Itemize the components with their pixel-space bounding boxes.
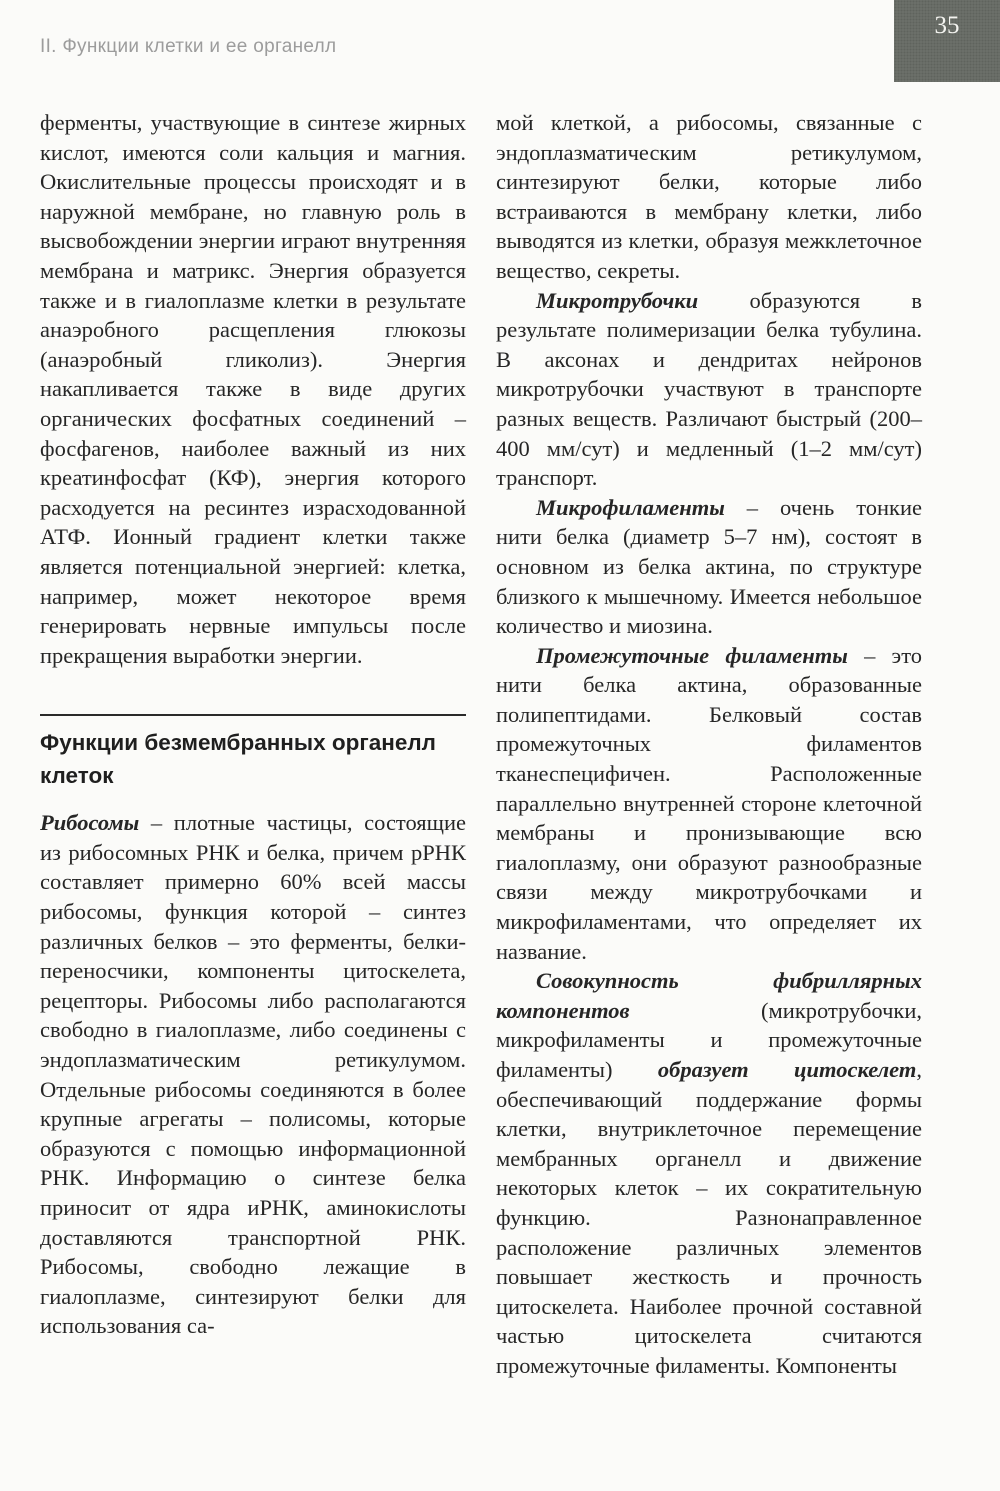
term-cytoskeleton: образует цитоскелет [657, 1057, 917, 1082]
paragraph-text: – это нити белка актина, образованные полипептидами. Белковый состав промежуточных филаментов тканеспецифичен. Расположенные параллельно внутренней стороне клеточной мембраны и пронизывающие всю гиалоплазму, они образуют разнообразные связи между микротрубочками и микрофиламентами, что определяет их название. [496, 642, 922, 964]
paragraph-intermediate-filaments [496, 641, 922, 967]
paragraph-text: , обеспечивающий поддержание формы клетки, внутриклеточное перемещение мембранных органелл и движение некоторых клеток – их сократительную функцию. Разнонаправленное расположение различных элементов повышает жесткость и прочность цитоскелета. Наиболее прочной составной частью цитоскелета считаются промежуточные филаменты. Компоненты [496, 1057, 922, 1378]
page-number: 35 [934, 12, 960, 39]
paragraph-cytoskeleton [496, 966, 922, 1380]
term-microfilaments: Микрофиламенты [536, 494, 725, 520]
section-heading: Функции безмембранных органелл клеток [40, 730, 436, 789]
right-column [496, 108, 922, 1381]
page-number-tab [894, 0, 1000, 82]
paragraph-microfilaments [496, 493, 922, 641]
paragraph-text: – плотные частицы, состоящие из рибосомных РНК и белка, причем рРНК составляет примерно 60% всей массы рибосомы, функция которой – синтез различных белков – это ферменты, белки-переносчики, компоненты цитоскелета, рецепторы. Рибосомы либо располагаются свободно в гиалоплазме, либо соединены с эндоплазматическим ретикулумом. Отдельные рибосомы соединяются в более крупные агрегаты – полисомы, которые образуются с помощью информационной РНК. Информацию о синтезе белка приносит от ядра иРНК, аминокислоты доставляются транспортной РНК. Рибосомы, свободно лежащие в гиалоплазме, синтезируют белки для использования са- [40, 810, 466, 1339]
paragraph-text: образуются в результате полимеризации белка тубулина. В аксонах и дендритах нейронов микротрубочки участвуют в транспорте разных веществ. Различают быстрый (200–400 мм/сут) и медленный (1–2 мм/сут) транспорт. [496, 287, 922, 491]
paragraph: мой клеткой, а рибосомы, связанные с эндоплазматическим ретикулумом, синтезируют белки, которые либо встраиваются в мембрану клетки, либо выводятся из клетки, образуя межклеточное вещество, секреты. [496, 110, 922, 283]
running-head: II. Функции клетки и ее органелл [40, 36, 337, 57]
section-divider [40, 714, 466, 716]
paragraph-microtubules [496, 286, 922, 493]
paragraph-ribosomes [40, 808, 466, 1341]
paragraph-text: (микротрубочки, микрофиламенты и промежуточные филаменты) [496, 997, 922, 1082]
paragraph: ферменты, участвующие в синтезе жирных кислот, имеются соли кальция и магния. Окислительные процессы происходят и в наружной мембране, но главную роль в высвобождении энергии играют внутренняя мембрана и матрикс. Энергия образуется также и в гиалоплазме клетки в результате анаэробного расщепления глюкозы (анаэробный гликолиз). Энергия накапливается также в виде других органических фосфатных соединений – фосфагенов, наиболее важный из них креатинфосфат (КФ), энергия которого расходуется на ресинтез израсходованной АТФ. Ионный градиент клетки также является потенциальной энергией: клетка, например, может некоторое время генерировать нервные импульсы после прекращения выработки энергии. [40, 110, 466, 668]
term-intermediate-filaments: Промежуточные филаменты [536, 642, 848, 668]
term-fibrillar-components: Совокупность фибриллярных компонентов [496, 968, 922, 1023]
term-microtubules: Микротрубочки [536, 287, 699, 313]
paragraph-text: – очень тонкие нити белка (диаметр 5–7 нм), состоят в основном из белка актина, по структуре близкого к мышечному. Имеется небольшое количество и миозина. [496, 494, 922, 639]
term-ribosomes: Рибосомы [40, 810, 140, 836]
left-column [40, 108, 466, 1341]
